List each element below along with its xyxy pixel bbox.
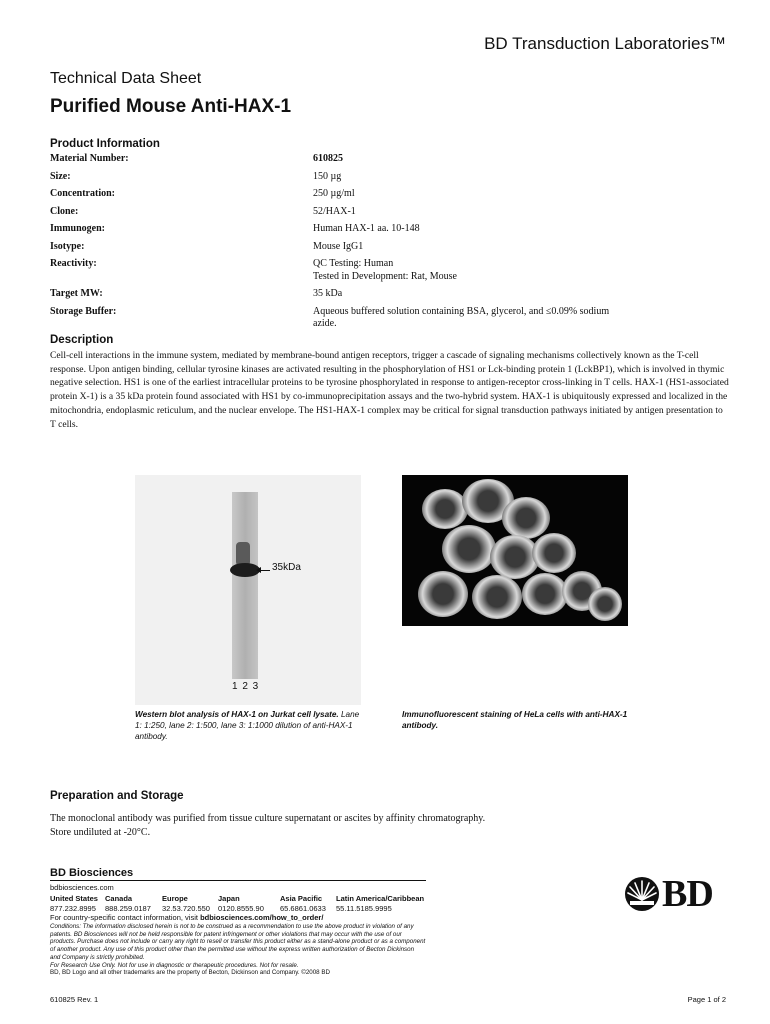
preparation-text: [50, 812, 485, 840]
brand-name: BD Transduction Laboratories™: [484, 34, 726, 53]
arrow-line: [260, 570, 270, 571]
trademark-text: BD, BD Logo and all other trademarks are the property of Becton, Dickinson and Company. ©2008 BD: [50, 969, 330, 977]
cell-blob: [418, 571, 468, 617]
info-label: Target MW:: [50, 288, 103, 299]
contact-region: Asia Pacific: [280, 894, 323, 903]
contact-item: [50, 894, 98, 913]
info-value-line2: Tested in Development: Rat, Mouse: [313, 270, 457, 282]
cell-blob: [502, 497, 550, 539]
country-contact-line: [50, 913, 323, 922]
info-row: [50, 153, 650, 166]
info-row: [50, 223, 650, 236]
product-title: Purified Mouse Anti-HAX-1: [50, 96, 292, 117]
info-row: [50, 288, 650, 301]
cell-blob: [422, 489, 468, 529]
mw-marker-label: 35kDa: [272, 562, 301, 573]
contact-phone: 32.53.720.550: [162, 903, 210, 913]
info-label: Reactivity:: [50, 258, 97, 269]
storage-line: Store undiluted at -20°C.: [50, 827, 151, 838]
contact-region: Europe: [162, 894, 188, 903]
bd-starburst-icon: [624, 876, 660, 912]
info-label: Storage Buffer:: [50, 305, 117, 317]
info-label: Concentration:: [50, 188, 115, 199]
info-value: 150 µg: [313, 170, 342, 182]
contact-phone: 877.232.8995: [50, 903, 96, 913]
info-row: [50, 171, 650, 184]
cell-blob: [522, 573, 568, 615]
info-value-line2: azide.: [313, 318, 337, 329]
info-label: Clone:: [50, 205, 79, 217]
caption-bold: Immunofluorescent staining of HeLa cells with anti-HAX-1 antibody.: [402, 710, 628, 730]
bd-logo-text: BD: [662, 873, 713, 915]
contact-phone: 55.11.5185.9995: [336, 903, 392, 913]
immunofluorescence-caption: [402, 709, 628, 731]
info-value: Human HAX-1 aa. 10-148: [313, 223, 420, 234]
company-name: BD Biosciences: [50, 867, 134, 879]
info-value: Aqueous buffered solution containing BSA, glycerol, and ≤0.09% sodium: [313, 305, 610, 317]
info-row: [50, 188, 650, 201]
preparation-heading: Preparation and Storage: [50, 790, 184, 802]
info-label: Size:: [50, 170, 71, 182]
contact-item: [162, 894, 210, 913]
contact-phone: 888.259.0187: [105, 903, 151, 913]
legal-notice: [50, 923, 426, 977]
info-value: 35 kDa: [313, 288, 343, 299]
how-to-order-link[interactable]: bdbiosciences.com/how_to_order/: [200, 913, 324, 922]
info-row: [50, 241, 650, 254]
product-info-heading: Product Information: [50, 138, 160, 150]
contact-item: [280, 894, 326, 913]
company-url[interactable]: bdbiosciences.com: [50, 883, 114, 892]
contact-phone: 0120.8555.90: [218, 903, 264, 913]
divider: [50, 880, 426, 881]
contact-region: Canada: [105, 894, 133, 903]
research-use-text: For Research Use Only. Not for use in diagnostic or therapeutic procedures. Not for resale.: [50, 961, 299, 969]
contact-phone: 65.6861.0633: [280, 903, 326, 913]
info-value: QC Testing: Human: [313, 258, 394, 269]
contact-region: Japan: [218, 894, 240, 903]
immunofluorescence-image: [402, 475, 628, 626]
document-type: Technical Data Sheet: [50, 70, 202, 87]
info-label: Immunogen:: [50, 223, 106, 234]
cell-blob: [442, 525, 496, 573]
cell-blob: [588, 587, 622, 621]
info-row: [50, 258, 650, 283]
info-value: 610825: [313, 153, 343, 164]
info-value: 52/HAX-1: [313, 205, 356, 217]
western-blot-caption: [135, 709, 361, 742]
info-label: Isotype:: [50, 240, 85, 252]
contact-item: [105, 894, 151, 913]
description-heading: Description: [50, 334, 114, 346]
revision-number: 610825 Rev. 1: [50, 995, 99, 1004]
contact-item: [218, 894, 264, 913]
info-value-group: [313, 258, 643, 283]
caption-bold: Western blot analysis of HAX-1 on Jurkat cell lysate.: [135, 710, 339, 719]
conditions-text: Conditions: The information disclosed herein is not to be construed as a recommendation to use the above product in violation of any patents. BD Biosciences will not be held responsible for patent infringement or other violations that may occur with the use of our products. Purchase does not include or carry any right to resell or transfer this product either as a stand-alone product or as a component of another product. Any use of this product other than the permitted use without the express written authorization of Becton Dickinson and Company is strictly prohibited.: [50, 923, 426, 961]
preparation-line: The monoclonal antibody was purified from tissue culture supernatant or ascites by affinity chromatography.: [50, 813, 486, 824]
blot-lane: [232, 492, 258, 679]
western-blot-image: [135, 475, 361, 705]
product-info-table: [50, 153, 650, 336]
info-value: Mouse IgG1: [313, 240, 364, 252]
info-value: 250 µg/ml: [313, 188, 355, 199]
contact-region: Latin America/Caribbean: [336, 894, 425, 903]
cell-blob: [532, 533, 576, 573]
country-text: For country-specific contact information, visit: [50, 913, 198, 922]
cell-blob: [472, 575, 522, 619]
page-number: Page 1 of 2: [687, 995, 726, 1004]
contact-region: United States: [50, 894, 98, 903]
contact-item: [336, 894, 424, 913]
info-row: [50, 306, 650, 331]
info-value-group: [313, 306, 643, 331]
description-text: Cell-cell interactions in the immune system, mediated by membrane-bound antigen receptors, trigger a cascade of signaling mechanisms collectively known as the T-cell response. Upon antigen binding, cellular tyrosine kinases are activated resulting in the phosphorylation of HS1 or Lck-binding protein 1 (LckBP1), which is involved in thymic negative selection. HS1 is one of the earliest intracellular proteins to be tyrosine phosphorylated in response to antigen-receptor cross-linking in T cells. HAX-1 (HS1-associated protein X-1) is a 35 kDa protein found associated with HS1 by co-immunoprecipitation assays and the two-hybrid system. HAX-1 is ubiquitously expressed and localized in the mitochondria, endoplasmic reticulum, and the nuclear envelope. The HS1-HAX-1 complex may be critical for signal transduction pathways initiated by antigen presentation to T cells.: [50, 350, 729, 430]
lane-numbers: 1 2 3: [232, 681, 260, 692]
info-label: Material Number:: [50, 153, 129, 164]
info-row: [50, 206, 650, 219]
bd-logo: [624, 874, 728, 916]
caption-rest: Lane 1: 1:250, lane 2: 1:500, lane 3: 1:1000 dilution of anti-HAX-1 antibody.: [135, 710, 360, 741]
